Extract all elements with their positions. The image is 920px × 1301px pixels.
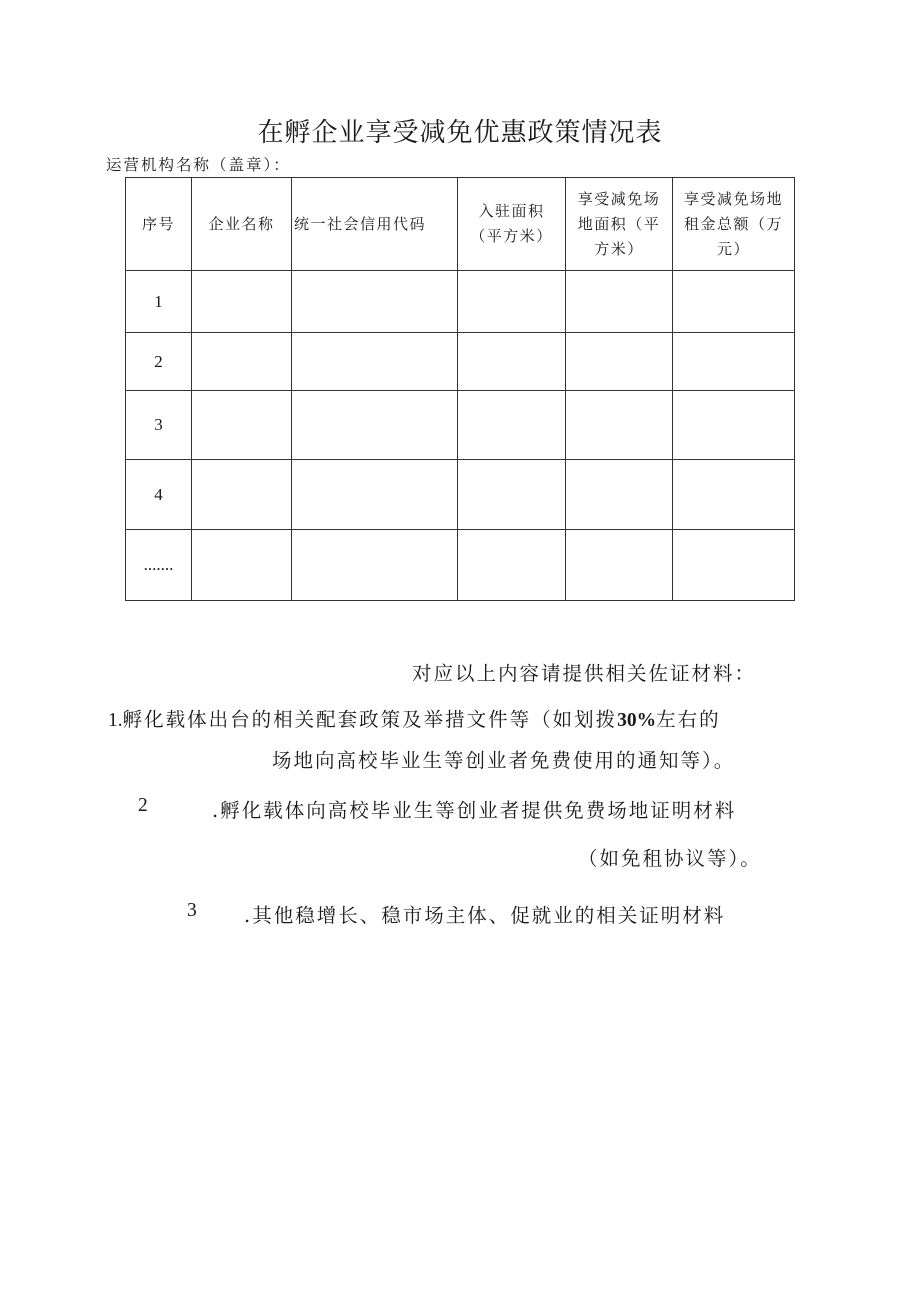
table-row bbox=[126, 530, 795, 601]
note-1-number: 1. bbox=[108, 710, 123, 731]
cell-company[interactable] bbox=[192, 460, 292, 530]
policy-table bbox=[125, 177, 795, 601]
cell-exempt-rent[interactable] bbox=[673, 530, 795, 601]
table-row bbox=[126, 333, 795, 391]
note-2-number: 2 bbox=[138, 795, 148, 816]
org-name-label: 运营机构名称（盖章）： bbox=[106, 156, 291, 174]
notes-intro: 对应以上内容请提供相关佐证材料： bbox=[412, 662, 757, 685]
cell-exempt-area[interactable] bbox=[566, 391, 673, 460]
cell-area[interactable] bbox=[458, 530, 566, 601]
cell-code[interactable] bbox=[292, 391, 458, 460]
note-item-2-cont: （如免租协议等）。 bbox=[578, 847, 762, 870]
cell-exempt-rent[interactable] bbox=[673, 391, 795, 460]
note-item-1-cont: 场地向高校毕业生等创业者免费使用的通知等）。 bbox=[272, 749, 736, 772]
header-seq: 序号 bbox=[126, 178, 192, 271]
note-item-2: .孵化载体向高校毕业生等创业者提供免费场地证明材料 bbox=[212, 799, 737, 822]
note-item-1 bbox=[108, 704, 721, 732]
cell-company[interactable] bbox=[192, 391, 292, 460]
cell-code[interactable] bbox=[292, 333, 458, 391]
row-seq: 2 bbox=[126, 333, 192, 391]
note-item-3: .其他稳增长、稳市场主体、促就业的相关证明材料 bbox=[244, 904, 726, 927]
note-1-text-end: 左右的 bbox=[656, 708, 721, 731]
header-exempt-rent: 享受减免场地 租金总额（万 元） bbox=[673, 178, 795, 271]
row-seq: 3 bbox=[126, 391, 192, 460]
table-row bbox=[126, 391, 795, 460]
page-title: 在孵企业享受减免优惠政策情况表 bbox=[257, 118, 663, 148]
header-company-name: 企业名称 bbox=[192, 178, 292, 271]
cell-company[interactable] bbox=[192, 530, 292, 601]
row-seq: ....... bbox=[126, 530, 192, 601]
header-exempt-area: 享受减免场 地面积（平 方米） bbox=[566, 178, 673, 271]
cell-company[interactable] bbox=[192, 271, 292, 333]
table-header-row bbox=[126, 178, 795, 271]
cell-code[interactable] bbox=[292, 271, 458, 333]
row-seq: 4 bbox=[126, 460, 192, 530]
cell-area[interactable] bbox=[458, 271, 566, 333]
table-row bbox=[126, 460, 795, 530]
note-1-percent: 30% bbox=[617, 710, 657, 731]
cell-code[interactable] bbox=[292, 530, 458, 601]
cell-exempt-area[interactable] bbox=[566, 333, 673, 391]
note-3-number: 3 bbox=[187, 900, 197, 921]
cell-area[interactable] bbox=[458, 333, 566, 391]
cell-code[interactable] bbox=[292, 460, 458, 530]
table-row bbox=[126, 271, 795, 333]
note-1-text: 孵化载体出台的相关配套政策及举措文件等（如划拨 bbox=[122, 708, 618, 731]
cell-exempt-area[interactable] bbox=[566, 271, 673, 333]
row-seq: 1 bbox=[126, 271, 192, 333]
cell-exempt-rent[interactable] bbox=[673, 460, 795, 530]
header-area: 入驻面积 （平方米） bbox=[458, 178, 566, 271]
cell-area[interactable] bbox=[458, 460, 566, 530]
cell-exempt-area[interactable] bbox=[566, 530, 673, 601]
cell-exempt-rent[interactable] bbox=[673, 271, 795, 333]
cell-area[interactable] bbox=[458, 391, 566, 460]
header-credit-code: 统一社会信用代码 bbox=[292, 178, 458, 271]
cell-exempt-area[interactable] bbox=[566, 460, 673, 530]
cell-exempt-rent[interactable] bbox=[673, 333, 795, 391]
cell-company[interactable] bbox=[192, 333, 292, 391]
